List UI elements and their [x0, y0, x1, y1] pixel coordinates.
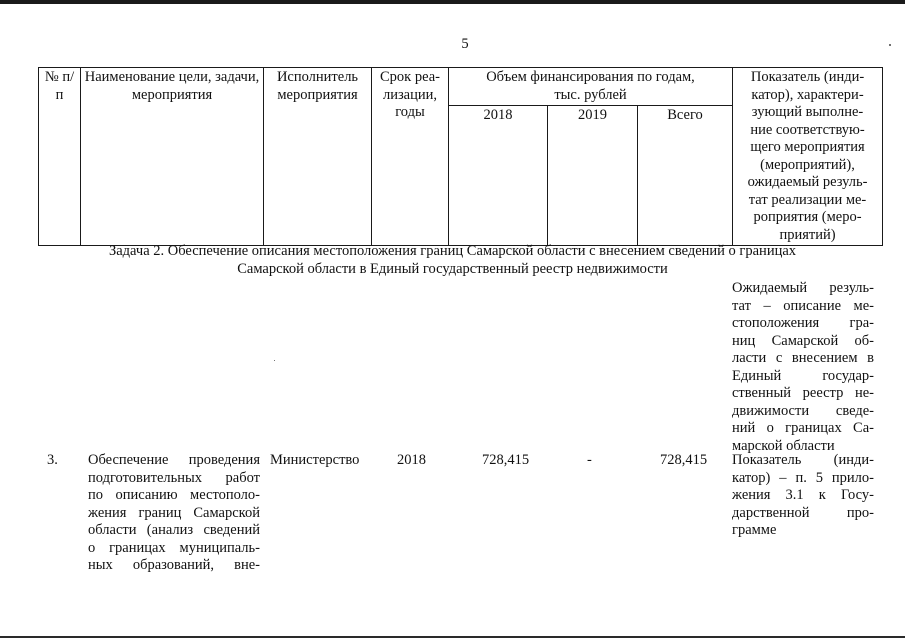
- expected-line: тат – описание ме-: [732, 297, 874, 314]
- scan-speck: [274, 360, 275, 361]
- expected-line: ственный реестр не-: [732, 385, 874, 401]
- activity-name-line: подготовительных работ: [88, 469, 260, 486]
- indicator: [732, 452, 874, 540]
- header-name: Наименование цели, задачи, мероприятия: [81, 68, 264, 246]
- table-header: [38, 67, 883, 246]
- header-year-2018: 2018: [449, 106, 548, 246]
- activity-name-line: жения границ Самарской: [88, 504, 260, 521]
- page-number: 5: [461, 36, 469, 52]
- activity-name: [88, 452, 260, 575]
- header-funding: Объем финансирования по годам, тыс. рублей: [449, 68, 733, 106]
- header-period: Срок реа- лизации, годы: [372, 68, 449, 246]
- funding-2019: -: [587, 452, 592, 468]
- task-heading: Задача 2. Обеспечение описания местоположения границ Самарской области с внесением сведений о границах Самарской области в Единый государственный реестр недвижимости: [108, 243, 797, 277]
- header-executor: Исполнитель мероприятия: [264, 68, 372, 246]
- expected-line: движимости сведе-: [732, 402, 874, 419]
- expected-line: Единый государ-: [732, 367, 874, 384]
- activity-name-line: по описанию местополо-: [88, 487, 260, 503]
- expected-line: марской области: [732, 437, 835, 454]
- indicator-line: грамме: [732, 522, 777, 538]
- activity-name-line: Обеспечение проведения: [88, 452, 260, 468]
- indicator-line: Показатель (инди-: [732, 452, 874, 468]
- header-indicator: Показатель (инди- катор), характери- зующий выполне- ние соответствую- щего мероприятия (мероприятий), ожидаемый резуль- тат реализации ме- роприятия (меро- приятий): [733, 68, 883, 246]
- activity-name-line: о границах муниципаль-: [88, 539, 260, 556]
- activity-name-line: ных образований, вне-: [88, 557, 260, 573]
- scan-speck: [889, 44, 891, 46]
- expected-line: стоположения гра-: [732, 315, 874, 331]
- activity-name-line: области (анализ сведений: [88, 522, 260, 538]
- header-year-2019: 2019: [548, 106, 638, 246]
- header-number: № п/п: [39, 68, 81, 246]
- expected-result: [732, 280, 874, 455]
- row-number: 3.: [47, 452, 58, 468]
- executor: Министерство: [270, 452, 360, 468]
- expected-line: Ожидаемый резуль-: [732, 280, 874, 296]
- expected-line: ласти с внесением в: [732, 350, 874, 366]
- expected-line: ниц Самарской об-: [732, 332, 874, 349]
- funding-2018: 728,415: [482, 452, 530, 468]
- funding-total: 728,415: [660, 452, 708, 468]
- scan-bottom-border: [0, 636, 905, 638]
- indicator-line: катор) – п. 5 прило-: [732, 469, 874, 486]
- period-year: 2018: [397, 452, 426, 468]
- indicator-line: дарственной про-: [732, 504, 874, 521]
- expected-line: ний о границах Са-: [732, 420, 874, 436]
- indicator-line: жения 3.1 к Госу-: [732, 487, 874, 503]
- header-total: Всего: [638, 106, 733, 246]
- scan-top-border: [0, 0, 905, 4]
